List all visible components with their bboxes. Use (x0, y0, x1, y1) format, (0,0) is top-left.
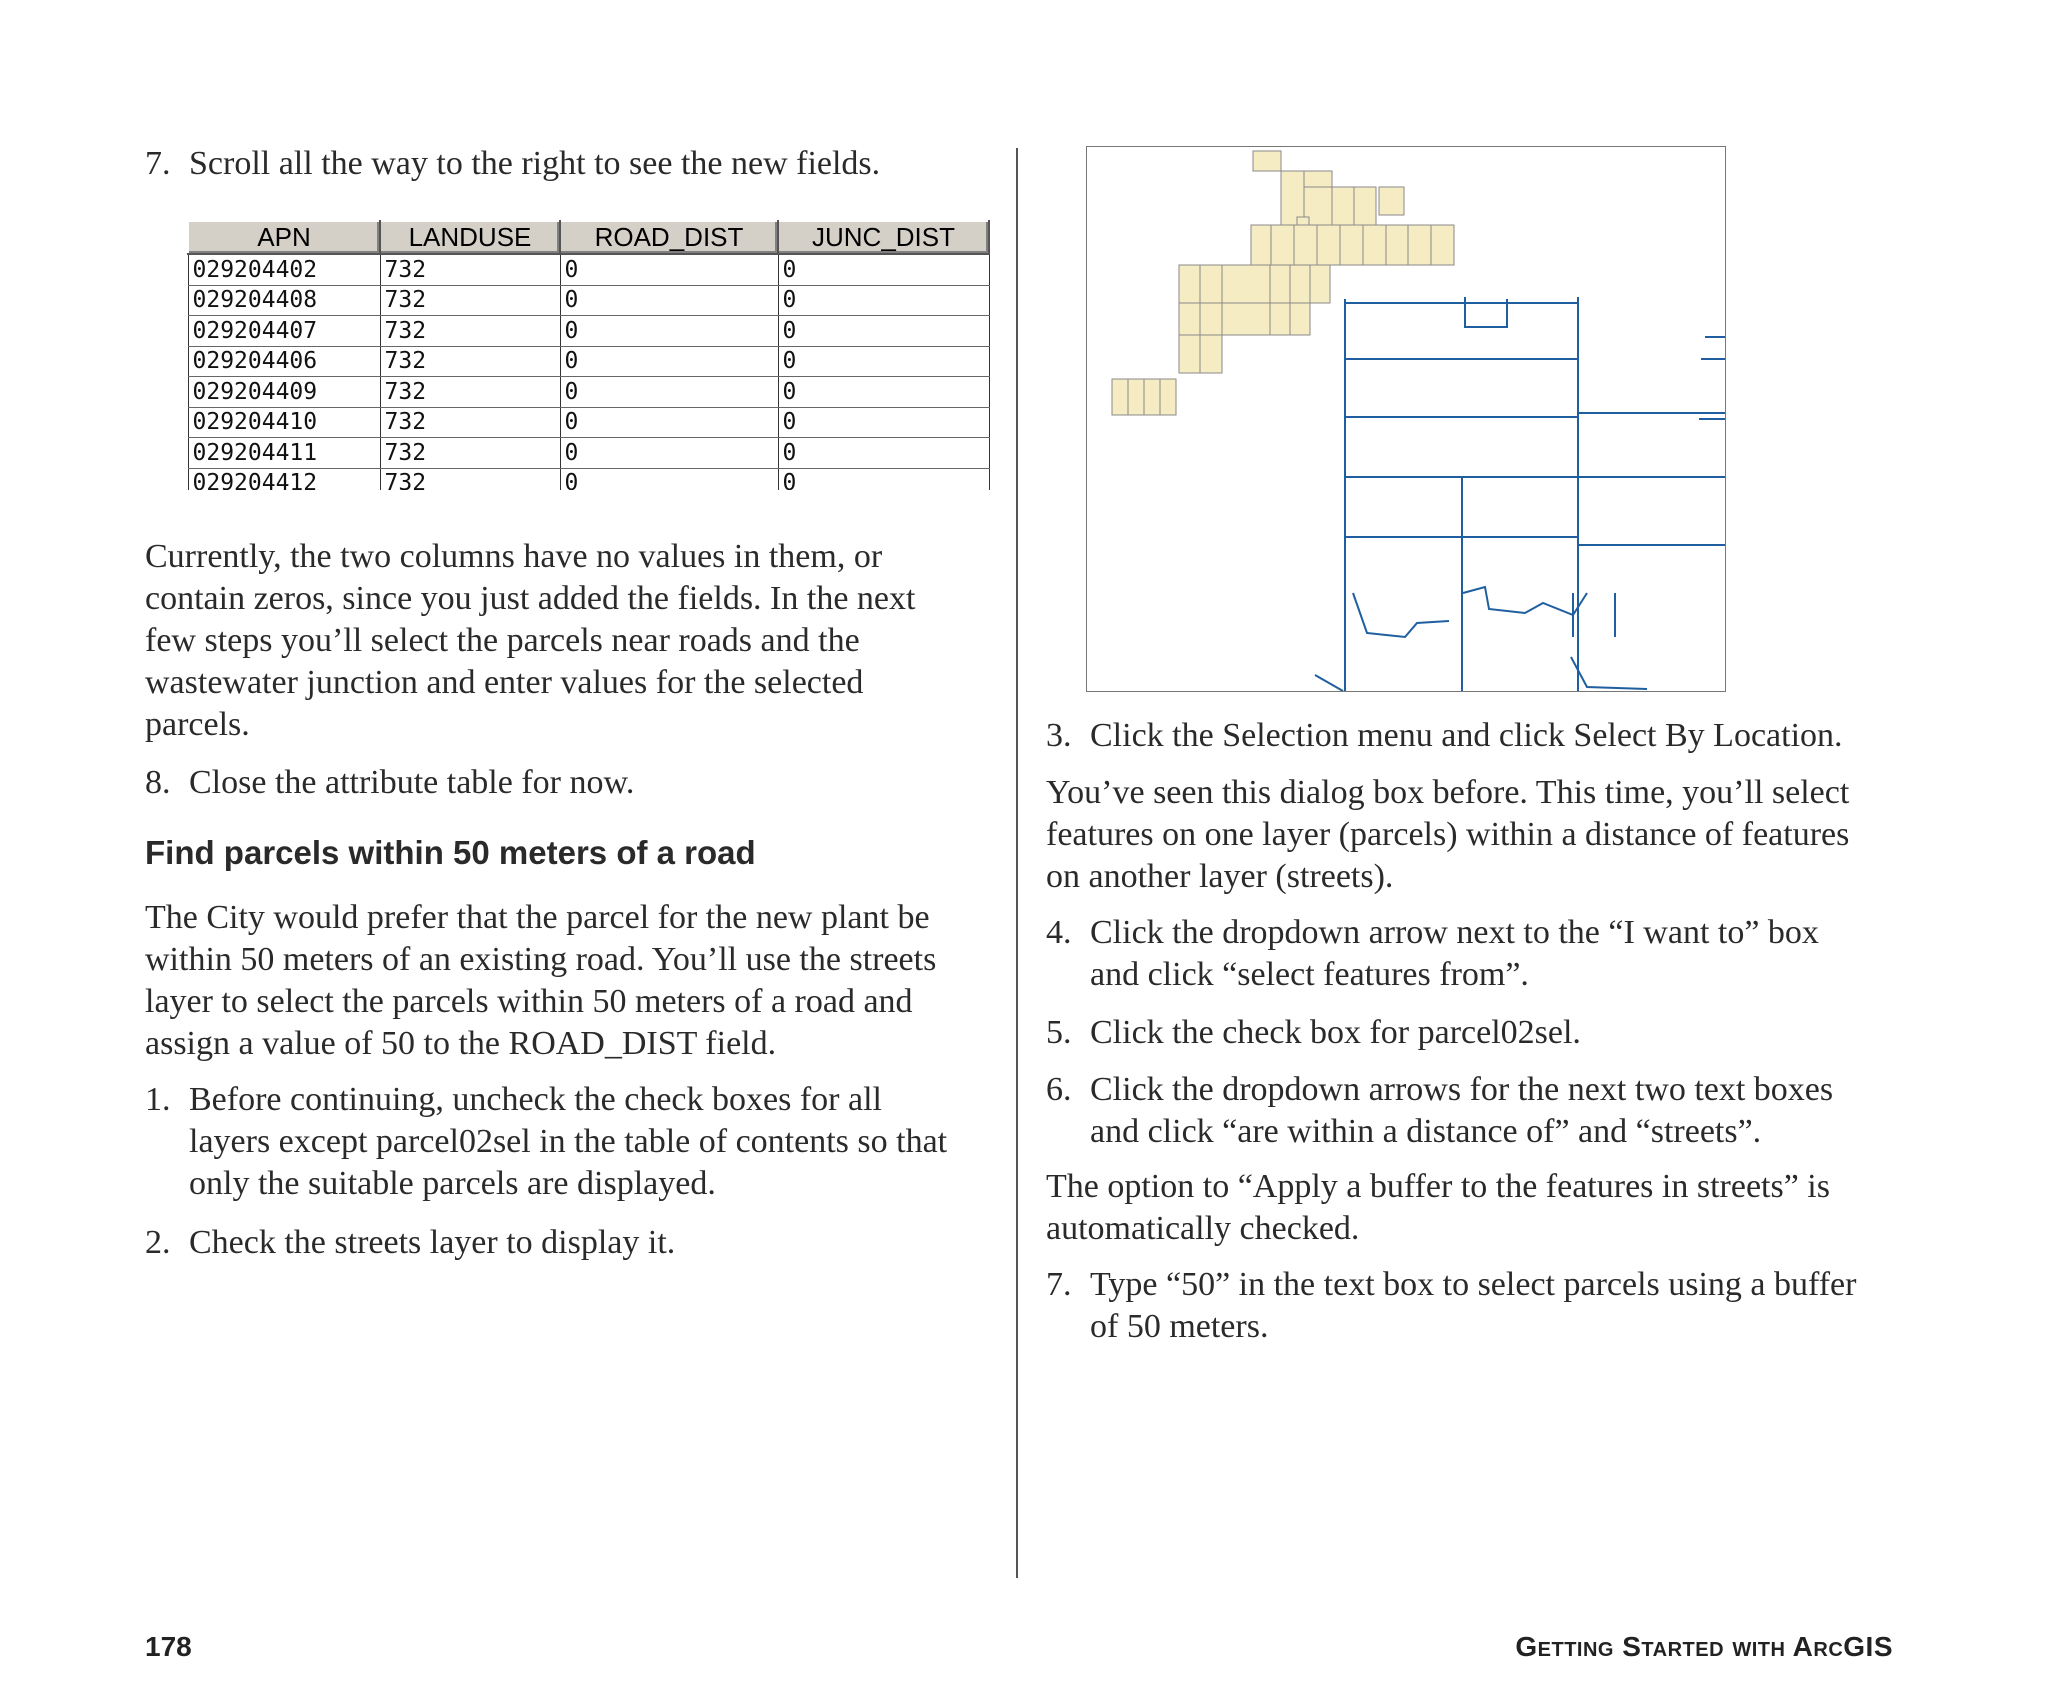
column-header-apn[interactable]: APN (188, 221, 380, 254)
cell-landuse[interactable]: 732 (380, 438, 560, 469)
parcel (1144, 379, 1160, 415)
parcel (1408, 225, 1431, 265)
cell-junc-dist[interactable]: 0 (778, 407, 989, 438)
step-text: Close the attribute table for now. (189, 764, 635, 801)
parcel (1253, 151, 1281, 171)
parcel (1222, 303, 1270, 335)
cell-junc-dist[interactable]: 0 (778, 438, 989, 469)
table-row[interactable] (188, 377, 989, 408)
cell-apn[interactable]: 029204406 (188, 346, 380, 377)
step-text: Click the Selection menu and click Select By Location. (1090, 717, 1843, 754)
cell-landuse[interactable]: 732 (380, 316, 560, 347)
text-line: within 50 meters of an existing road. You’ll use the streets (145, 941, 937, 978)
parcel (1222, 265, 1270, 303)
text-line: Before continuing, uncheck the check boxes for all (189, 1081, 882, 1118)
step-number: 4. (1046, 914, 1072, 951)
text-line: Currently, the two columns have no values in them, or (145, 538, 883, 575)
street-line (1353, 593, 1449, 637)
cell-road-dist[interactable]: 0 (560, 346, 778, 377)
parcel (1200, 303, 1222, 335)
parcel (1290, 265, 1310, 303)
parcel (1379, 187, 1404, 215)
parcel (1271, 225, 1294, 265)
parcel (1179, 335, 1200, 373)
paragraph-current-values (145, 536, 1005, 746)
table-row[interactable] (188, 407, 989, 438)
text-line: automatically checked. (1046, 1210, 1360, 1247)
column-header-road-dist[interactable]: ROAD_DIST (560, 221, 778, 254)
cell-apn[interactable]: 029204411 (188, 438, 380, 469)
text-line: You’ve seen this dialog box before. This time, you’ll select (1046, 774, 1850, 811)
page-number: 178 (145, 1631, 192, 1662)
table-row[interactable] (188, 346, 989, 377)
map-canvas (1087, 147, 1725, 691)
cell-road-dist[interactable]: 0 (560, 254, 778, 285)
step-number: 2. (145, 1224, 171, 1261)
text-line: Click the dropdown arrow next to the “I want to” box (1090, 914, 1819, 951)
parcel (1310, 265, 1330, 303)
table-row[interactable] (188, 316, 989, 347)
cell-road-dist[interactable]: 0 (560, 407, 778, 438)
parcel (1304, 171, 1332, 187)
text-line: features on one layer (parcels) within a distance of features (1046, 816, 1850, 853)
text-line: and click “are within a distance of” and “streets”. (1090, 1113, 1762, 1150)
text-line: assign a value of 50 to the ROAD_DIST field. (145, 1025, 777, 1062)
text-line: The option to “Apply a buffer to the features in streets” is (1046, 1168, 1830, 1205)
cell-road-dist[interactable]: 0 (560, 468, 778, 490)
parcel (1160, 379, 1176, 415)
text-line: only the suitable parcels are displayed. (189, 1165, 716, 1202)
table-row[interactable] (188, 468, 989, 490)
step-text: Click the check box for parcel02sel. (1090, 1014, 1581, 1051)
column-header-landuse[interactable]: LANDUSE (380, 221, 560, 254)
cell-junc-dist[interactable]: 0 (778, 316, 989, 347)
streets-layer (1315, 297, 1725, 691)
parcel-layer (1112, 151, 1454, 415)
cell-landuse[interactable]: 732 (380, 285, 560, 316)
section-heading: Find parcels within 50 meters of a road (145, 834, 756, 871)
step-number: 1. (145, 1081, 171, 1118)
parcel (1270, 265, 1290, 303)
paragraph-dialog-intro (1046, 772, 1906, 898)
step-text (189, 1079, 947, 1205)
text-line: few steps you’ll select the parcels near roads and the (145, 622, 860, 659)
paragraph-buffer-option (1046, 1166, 1906, 1250)
parcel (1112, 379, 1128, 415)
text-line: contain zeros, since you just added the fields. In the next (145, 580, 916, 617)
cell-apn[interactable]: 029204402 (188, 254, 380, 285)
table-row[interactable] (188, 285, 989, 316)
text-line: of 50 meters. (1090, 1308, 1269, 1345)
parcel (1200, 265, 1222, 303)
cell-road-dist[interactable]: 0 (560, 316, 778, 347)
step-number: 7. (1046, 1266, 1072, 1303)
text-line: Click the dropdown arrows for the next two text boxes (1090, 1071, 1834, 1108)
parcel (1363, 225, 1386, 265)
step-number: 3. (1046, 717, 1072, 754)
cell-landuse[interactable]: 732 (380, 377, 560, 408)
parcel (1179, 303, 1200, 335)
table-row[interactable] (188, 438, 989, 469)
parcel (1128, 379, 1144, 415)
column-divider (1016, 148, 1018, 1578)
text-line: layer to select the parcels within 50 meters of a road and (145, 983, 913, 1020)
cell-landuse[interactable]: 732 (380, 468, 560, 490)
street-line (1571, 657, 1647, 689)
step-number: 7. (145, 145, 171, 182)
parcel (1354, 187, 1376, 225)
cell-apn[interactable]: 029204409 (188, 377, 380, 408)
text-line: Type “50” in the text box to select parcels using a buffer (1090, 1266, 1857, 1303)
parcel (1200, 335, 1222, 373)
table-row[interactable] (188, 254, 989, 285)
parcel (1270, 303, 1290, 335)
text-line: and click “select features from”. (1090, 956, 1529, 993)
text-line: layers except parcel02sel in the table of contents so that (189, 1123, 948, 1160)
cell-road-dist[interactable]: 0 (560, 377, 778, 408)
attribute-table[interactable] (187, 220, 990, 490)
street-line (1315, 675, 1343, 691)
cell-apn[interactable]: 029204407 (188, 316, 380, 347)
parcel (1179, 265, 1200, 303)
text-line: parcels. (145, 706, 250, 743)
text-line: The City would prefer that the parcel for the new plant be (145, 899, 930, 936)
cell-junc-dist[interactable]: 0 (778, 377, 989, 408)
parcel (1317, 225, 1340, 265)
cell-landuse[interactable]: 732 (380, 407, 560, 438)
paragraph-city-preference (145, 897, 1005, 1065)
cell-junc-dist[interactable]: 0 (778, 468, 989, 490)
cell-apn[interactable]: 029204408 (188, 285, 380, 316)
cell-junc-dist[interactable]: 0 (778, 346, 989, 377)
cell-junc-dist[interactable]: 0 (778, 285, 989, 316)
parcel (1297, 217, 1309, 225)
cell-landuse[interactable]: 732 (380, 254, 560, 285)
step-number: 5. (1046, 1014, 1072, 1051)
text-line: on another layer (streets). (1046, 858, 1394, 895)
cell-road-dist[interactable]: 0 (560, 285, 778, 316)
parcel (1290, 303, 1310, 335)
column-header-junc-dist[interactable]: JUNC_DIST (778, 221, 989, 254)
book-title: Getting Started with ArcGIS (1515, 1631, 1893, 1662)
parcel (1431, 225, 1454, 265)
cell-road-dist[interactable]: 0 (560, 438, 778, 469)
parcel (1386, 225, 1408, 265)
street-line (1463, 587, 1587, 615)
step-text: Check the streets layer to display it. (189, 1224, 676, 1261)
step-text (1090, 1069, 1833, 1153)
cell-apn[interactable]: 029204412 (188, 468, 380, 490)
step-text (1090, 1264, 1856, 1348)
step-number: 8. (145, 764, 171, 801)
step-number: 6. (1046, 1071, 1072, 1108)
cell-landuse[interactable]: 732 (380, 346, 560, 377)
street-line (1465, 297, 1507, 327)
text-line: wastewater junction and enter values for the selected (145, 664, 864, 701)
step-text (1090, 912, 1819, 996)
step-text: Scroll all the way to the right to see the new fields. (189, 145, 881, 182)
cell-junc-dist[interactable]: 0 (778, 254, 989, 285)
parcel (1294, 225, 1317, 265)
map-view[interactable] (1086, 146, 1726, 692)
cell-apn[interactable]: 029204410 (188, 407, 380, 438)
parcel (1340, 225, 1363, 265)
parcel (1332, 187, 1354, 225)
